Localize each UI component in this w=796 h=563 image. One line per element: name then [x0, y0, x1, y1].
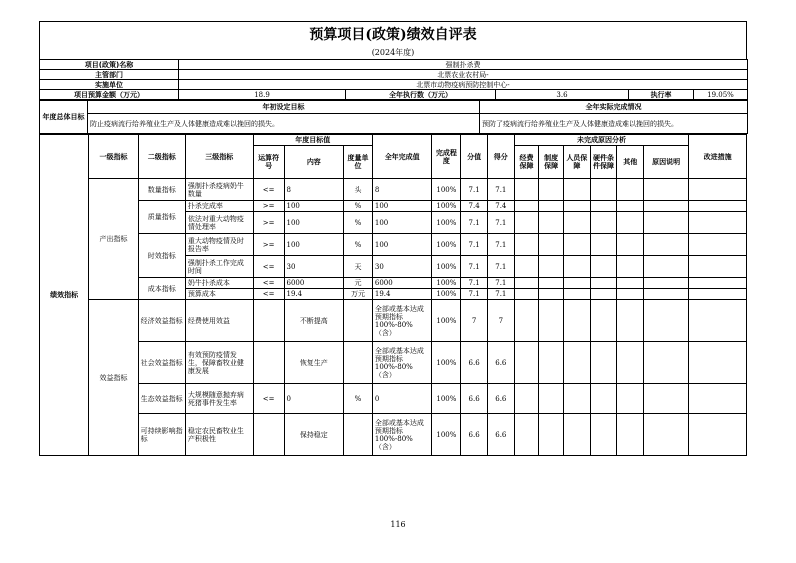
- indicator-score: 7.1: [461, 212, 488, 234]
- indicator-unit: %: [344, 201, 373, 212]
- indicator-degree: 100%: [432, 278, 461, 289]
- indicator-content: 100: [284, 201, 344, 212]
- level1-output: 产出指标: [89, 179, 138, 300]
- level2-quality: 质量指标: [138, 201, 185, 234]
- empty-cell: [590, 256, 617, 278]
- indicator-name: 经费使用效益: [185, 300, 253, 342]
- indicator-actual: 6000: [372, 278, 432, 289]
- indicator-unit: 天: [344, 256, 373, 278]
- indicator-op: <=: [253, 384, 284, 414]
- unit-value: 北票市动物疫病预防控制中心-: [179, 80, 748, 90]
- empty-cell: [644, 342, 689, 384]
- indicator-content: 0: [284, 384, 344, 414]
- self-evaluation-sheet: [39, 21, 747, 456]
- actual-goal-label: 全年实际完成情况: [480, 101, 748, 114]
- dept-row: [40, 70, 748, 80]
- empty-cell: [689, 212, 747, 234]
- reason-hardware-header: 硬件条件保障: [590, 146, 617, 179]
- indicator-actual: 19.4: [372, 289, 432, 300]
- empty-cell: [514, 212, 539, 234]
- got-header: 得分: [487, 135, 514, 179]
- actual-goal-text: 预防了疫病流行给养殖业生产及人体健康造成难以挽回的损失。: [480, 114, 748, 134]
- reason-funding-header: 经费保障: [514, 146, 539, 179]
- empty-cell: [644, 179, 689, 201]
- indicator-score: 7: [461, 300, 488, 342]
- indicator-content: 19.4: [284, 289, 344, 300]
- empty-cell: [617, 234, 644, 256]
- indicator-op: <=: [253, 256, 284, 278]
- indicator-actual: 全部或基本达成预期指标100%-80%（含）: [372, 342, 432, 384]
- empty-cell: [617, 384, 644, 414]
- indicator-degree: 100%: [432, 384, 461, 414]
- indicator-got: 7.1: [487, 278, 514, 289]
- empty-cell: [644, 278, 689, 289]
- level2-header: 二级指标: [138, 135, 185, 179]
- empty-cell: [644, 289, 689, 300]
- indicator-got: 6.6: [487, 384, 514, 414]
- exec-value: 3.6: [496, 90, 629, 100]
- indicator-score: 6.6: [461, 384, 488, 414]
- empty-cell: [644, 256, 689, 278]
- indicator-score: 7.1: [461, 289, 488, 300]
- level2-eco: 生态效益指标: [138, 384, 185, 414]
- actual-header: 全年完成值: [372, 135, 432, 179]
- indicator-unit: [344, 342, 373, 384]
- indicator-unit: %: [344, 384, 373, 414]
- empty-cell: [563, 289, 590, 300]
- table-row: [40, 414, 747, 456]
- annual-goal-label: 年度总体目标: [40, 101, 88, 134]
- indicator-actual: 8: [372, 179, 432, 201]
- indicator-degree: 100%: [432, 212, 461, 234]
- table-row: [40, 201, 747, 212]
- table-row: [40, 179, 747, 201]
- indicator-content: 8: [284, 179, 344, 201]
- indicator-content: 恢复生产: [284, 342, 344, 384]
- indicator-got: 7.1: [487, 234, 514, 256]
- indicator-score: 6.6: [461, 342, 488, 384]
- table-row: [40, 384, 747, 414]
- indicator-name: 稳定农民畜牧业生产积极性: [185, 414, 253, 456]
- indicator-got: 7.1: [487, 179, 514, 201]
- empty-cell: [590, 414, 617, 456]
- indicator-score: 7.1: [461, 256, 488, 278]
- indicator-unit: %: [344, 234, 373, 256]
- goal-header-row: [40, 101, 748, 114]
- reason-header: 未完成原因分析: [514, 135, 689, 146]
- empty-cell: [539, 179, 564, 201]
- empty-cell: [539, 256, 564, 278]
- dept-label: 主管部门: [40, 70, 179, 80]
- reason-other-header: 其他: [617, 146, 644, 179]
- indicator-got: 6.6: [487, 414, 514, 456]
- level1-effect: 效益指标: [89, 300, 138, 456]
- empty-cell: [563, 234, 590, 256]
- indicator-name: 预算成本: [185, 289, 253, 300]
- indicator-degree: 100%: [432, 300, 461, 342]
- empty-cell: [689, 234, 747, 256]
- content-header: 内容: [284, 146, 344, 179]
- project-name-label: 项目(政策)名称: [40, 60, 179, 70]
- dept-value: 北票农业农村局-: [179, 70, 748, 80]
- empty-cell: [617, 256, 644, 278]
- indicator-degree: 100%: [432, 256, 461, 278]
- indicator-actual: 100: [372, 212, 432, 234]
- indicator-degree: 100%: [432, 201, 461, 212]
- empty-cell: [514, 342, 539, 384]
- empty-cell: [617, 300, 644, 342]
- budget-row: [40, 90, 748, 100]
- empty-cell: [644, 201, 689, 212]
- empty-cell: [689, 384, 747, 414]
- empty-cell: [563, 179, 590, 201]
- page-number: 116: [390, 520, 406, 529]
- empty-cell: [514, 289, 539, 300]
- indicator-actual: 100: [372, 201, 432, 212]
- empty-cell: [514, 278, 539, 289]
- empty-cell: [617, 289, 644, 300]
- empty-cell: [617, 179, 644, 201]
- project-name-row: [40, 60, 748, 70]
- indicator-name: 扑杀完成率: [185, 201, 253, 212]
- empty-cell: [539, 234, 564, 256]
- empty-cell: [539, 212, 564, 234]
- empty-cell: [563, 201, 590, 212]
- empty-cell: [563, 256, 590, 278]
- level2-cost: 成本指标: [138, 278, 185, 300]
- empty-cell: [563, 384, 590, 414]
- empty-cell: [514, 256, 539, 278]
- indicator-degree: 100%: [432, 289, 461, 300]
- indicator-actual: 0: [372, 384, 432, 414]
- indicator-content: 100: [284, 212, 344, 234]
- empty-cell: [539, 289, 564, 300]
- indicator-name: 强制扑杀工作完成时间: [185, 256, 253, 278]
- empty-cell: [514, 414, 539, 456]
- level2-sustain: 可持续影响指标: [138, 414, 185, 456]
- op-header: 运算符号: [253, 146, 284, 179]
- level1-header: 一级指标: [89, 135, 138, 179]
- indicator-got: 7: [487, 300, 514, 342]
- empty-cell: [689, 201, 747, 212]
- page-title: 预算项目(政策)绩效自评表: [39, 21, 747, 47]
- empty-cell: [644, 384, 689, 414]
- empty-cell: [563, 414, 590, 456]
- indicator-got: 7.1: [487, 212, 514, 234]
- empty-cell: [590, 384, 617, 414]
- indicator-got: 7.1: [487, 289, 514, 300]
- indicator-op: [253, 300, 284, 342]
- rate-label: 执行率: [629, 90, 694, 100]
- indicator-op: <=: [253, 278, 284, 289]
- indicator-degree: 100%: [432, 234, 461, 256]
- table-row: [40, 300, 747, 342]
- indicator-actual: 100: [372, 234, 432, 256]
- empty-cell: [590, 300, 617, 342]
- indicator-score: 7.1: [461, 179, 488, 201]
- indicator-unit: 万元: [344, 289, 373, 300]
- indicator-op: >=: [253, 234, 284, 256]
- goal-table: [39, 100, 748, 134]
- empty-cell: [617, 201, 644, 212]
- empty-cell: [539, 300, 564, 342]
- empty-cell: [689, 289, 747, 300]
- indicator-content: 保持稳定: [284, 414, 344, 456]
- unit-label: 实施单位: [40, 80, 179, 90]
- reason-system-header: 制度保障: [539, 146, 564, 179]
- indicator-op: [253, 342, 284, 384]
- indicator-score: 7.4: [461, 201, 488, 212]
- table-row: [40, 278, 747, 289]
- table-row: [40, 342, 747, 384]
- empty-cell: [514, 179, 539, 201]
- goal-content-row: [40, 114, 748, 134]
- indicator-table: [39, 134, 747, 456]
- empty-cell: [644, 234, 689, 256]
- empty-cell: [644, 414, 689, 456]
- empty-cell: [590, 201, 617, 212]
- empty-cell: [539, 342, 564, 384]
- table-row: [40, 234, 747, 256]
- empty-cell: [617, 212, 644, 234]
- indicator-name: 重大动物疫情及时报告率: [185, 234, 253, 256]
- reason-staff-header: 人员保障: [563, 146, 590, 179]
- budget-label: 项目预算金额（万元）: [40, 90, 179, 100]
- empty-cell: [689, 342, 747, 384]
- indicator-name: 大规模随意抛弃病死猪事件发生率: [185, 384, 253, 414]
- initial-goal-text: 防止疫病流行给养殖业生产及人体健康造成难以挽回的损失。: [88, 114, 480, 134]
- indicator-op: <=: [253, 179, 284, 201]
- empty-cell: [563, 342, 590, 384]
- level3-header: 三级指标: [185, 135, 253, 179]
- indicator-content: 6000: [284, 278, 344, 289]
- empty-cell: [514, 234, 539, 256]
- empty-cell: [563, 278, 590, 289]
- level2-social: 社会效益指标: [138, 342, 185, 384]
- indicator-degree: 100%: [432, 414, 461, 456]
- empty-cell: [644, 300, 689, 342]
- target-header: 年度目标值: [253, 135, 372, 146]
- empty-cell: [689, 179, 747, 201]
- indicator-content: 100: [284, 234, 344, 256]
- exec-label: 全年执行数（万元）: [346, 90, 496, 100]
- rate-value: 19.05%: [694, 90, 748, 100]
- indicator-content: 不断提高: [284, 300, 344, 342]
- indicator-score: 6.6: [461, 414, 488, 456]
- indicator-actual: 30: [372, 256, 432, 278]
- unit-row: [40, 80, 748, 90]
- indicator-op: >=: [253, 212, 284, 234]
- empty-cell: [539, 414, 564, 456]
- score-header: 分值: [461, 135, 488, 179]
- empty-cell: [563, 300, 590, 342]
- empty-cell: [590, 179, 617, 201]
- empty-cell: [590, 212, 617, 234]
- empty-cell: [539, 278, 564, 289]
- project-name-value: 强制扑杀费: [179, 60, 748, 70]
- level2-quantity: 数量指标: [138, 179, 185, 201]
- unit-header: 度量单位: [344, 146, 373, 179]
- empty-cell: [590, 289, 617, 300]
- empty-cell: [689, 278, 747, 289]
- degree-header: 完成程度: [432, 135, 461, 179]
- indicator-unit: [344, 300, 373, 342]
- indicator-name: 依法对重大动物疫情处理率: [185, 212, 253, 234]
- empty-cell: [514, 201, 539, 212]
- indicator-name: 强制扑杀疫病奶牛数量: [185, 179, 253, 201]
- empty-cell: [514, 300, 539, 342]
- empty-cell: [590, 342, 617, 384]
- empty-cell: [590, 278, 617, 289]
- indicator-header-row-1: [40, 135, 747, 146]
- indicator-unit: 元: [344, 278, 373, 289]
- indicator-score: 7.1: [461, 234, 488, 256]
- indicator-content: 30: [284, 256, 344, 278]
- empty-cell: [617, 278, 644, 289]
- improve-header: 改进措施: [689, 135, 747, 179]
- indicator-op: <=: [253, 289, 284, 300]
- empty-cell: [644, 212, 689, 234]
- indicator-name: 有效预防疫情发生，保障畜牧业健康发展: [185, 342, 253, 384]
- level2-econ: 经济效益指标: [138, 300, 185, 342]
- report-year: (2024年度): [39, 47, 747, 59]
- empty-cell: [689, 414, 747, 456]
- empty-cell: [539, 384, 564, 414]
- empty-cell: [539, 201, 564, 212]
- reason-note-header: 原因说明: [644, 146, 689, 179]
- indicator-name: 奶牛扑杀成本: [185, 278, 253, 289]
- indicator-op: >=: [253, 201, 284, 212]
- indicator-op: [253, 414, 284, 456]
- indicator-got: 7.4: [487, 201, 514, 212]
- initial-goal-label: 年初设定目标: [88, 101, 480, 114]
- indicator-unit: 头: [344, 179, 373, 201]
- info-table: [39, 59, 748, 100]
- indicator-unit: %: [344, 212, 373, 234]
- empty-cell: [514, 384, 539, 414]
- empty-cell: [590, 234, 617, 256]
- indicator-got: 6.6: [487, 342, 514, 384]
- indicator-degree: 100%: [432, 342, 461, 384]
- empty-cell: [689, 256, 747, 278]
- indicator-unit: [344, 414, 373, 456]
- indicator-actual: 全部或基本达成预期指标100%-80%（含）: [372, 414, 432, 456]
- indicator-score: 7.1: [461, 278, 488, 289]
- empty-cell: [617, 342, 644, 384]
- indicator-got: 7.1: [487, 256, 514, 278]
- empty-cell: [689, 300, 747, 342]
- empty-cell: [563, 212, 590, 234]
- empty-cell: [617, 414, 644, 456]
- indicator-actual: 全部或基本达成预期指标100%-80%（含）: [372, 300, 432, 342]
- indicator-degree: 100%: [432, 179, 461, 201]
- level2-time: 时效指标: [138, 234, 185, 278]
- budget-value: 18.9: [179, 90, 346, 100]
- perf-indicator-label: 绩效指标: [40, 135, 89, 456]
